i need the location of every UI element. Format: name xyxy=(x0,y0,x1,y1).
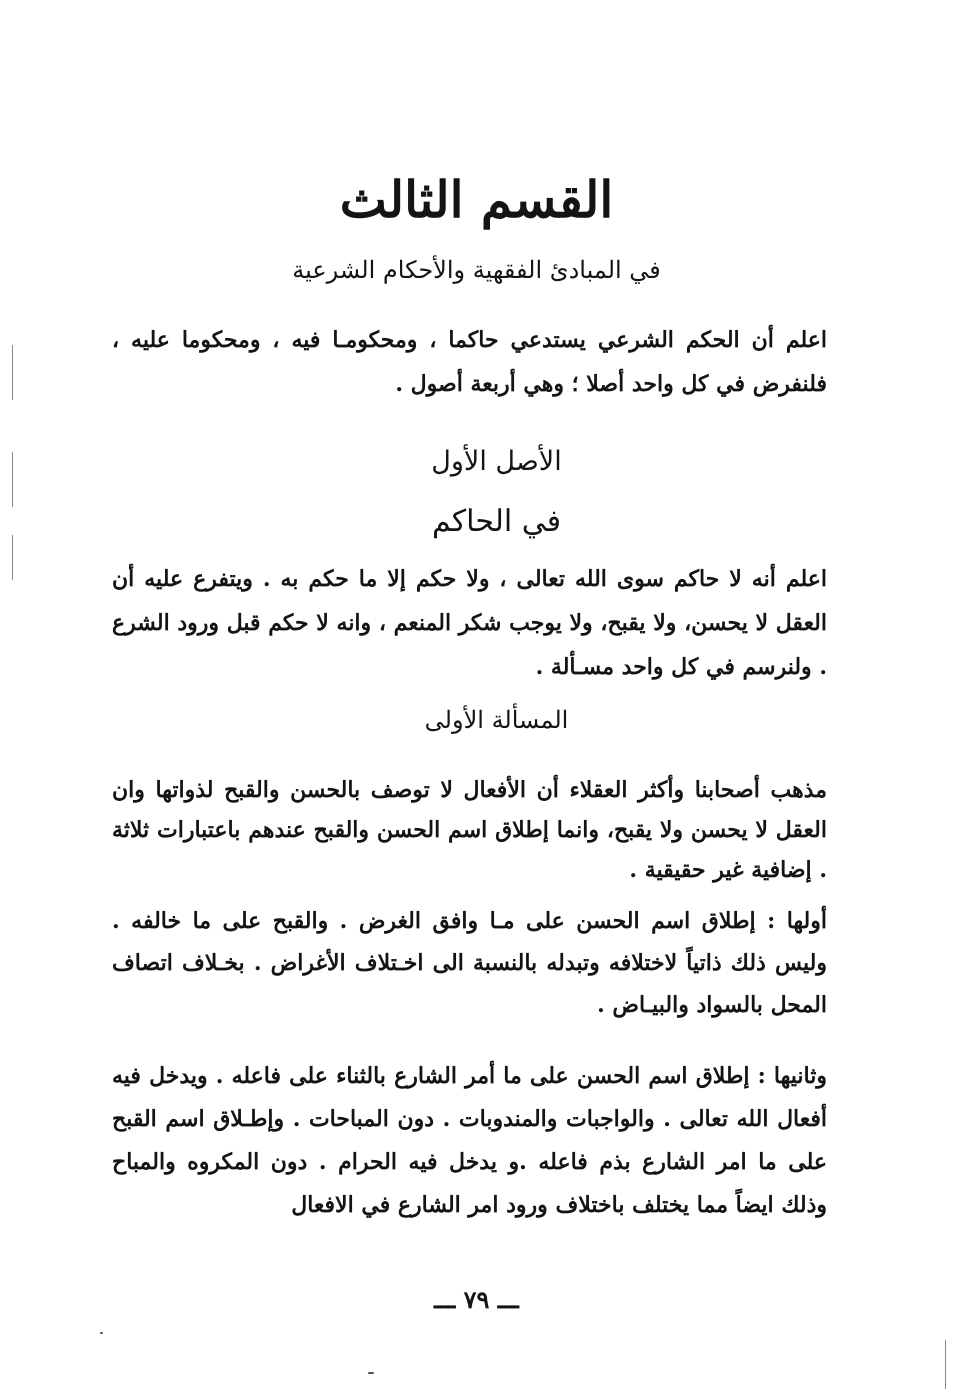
scan-speck xyxy=(368,1372,374,1374)
page-number: ـــ ٧٩ ـــ xyxy=(434,1285,519,1314)
scan-edge-mark xyxy=(12,535,13,580)
scan-edge-mark xyxy=(12,345,13,400)
scan-edge-mark xyxy=(945,1340,946,1389)
principle-heading: الأصل الأول xyxy=(431,446,562,477)
principle-paragraph: اعلم أنه لا حاكم سوى الله تعالى ، ولا حكم إلا ما حكم به . ويتفرع عليه أن العقل لا يحسن، ولا يقبح، ولا يوجب شكر المنعم ، وانه لا حكم قبل ورود الشرع . ولنرسم في كل واحد مسـألة . xyxy=(112,566,827,680)
scan-speck xyxy=(100,1332,103,1334)
section-subtitle: في المبادئ الفقهية والأحكام الشرعية xyxy=(292,256,661,284)
second-meaning-paragraph: وثانيها : إطلاق اسم الحسن على ما أمر الشارع بالثناء على فاعله . ويدخل فيه أفعال الله تعالى . والواجبات والمندوبات . دون المباحات . وإطـلاق اسم القبح على ما امر الشارع بذم فاعله .و يدخل فيه الحرام . دون المكروه والمباح وذلك ايضاً مما يختلف باختلاف ورود امر الشارع في الافعال xyxy=(112,1063,827,1218)
principle-subheading: في الحاكم xyxy=(431,504,562,539)
question-heading: المسألة الأولى xyxy=(424,706,569,734)
intro-paragraph: اعلم أن الحكم الشرعي يستدعي حاكما ، ومحكومـا فيه ، ومحكوما عليه ، فلنفرض في كل واحد أصلا ؛ وهي أربعة أصول . xyxy=(112,327,827,397)
section-title: القسم الثالث xyxy=(339,170,614,229)
question-paragraph: مذهب أصحابنا وأكثر العقلاء أن الأفعال لا توصف بالحسن والقبح لذواتها وان العقل لا يحسن ولا يقبح، وانما إطلاق اسم الحسن والقبح عندهم باعتبارات ثلاثة . إضافية غير حقيقية . xyxy=(112,777,827,883)
first-meaning-paragraph: أولها : إطلاق اسم الحسن على مـا وافق الغرض . والقبح على ما خالفه . وليس ذلك ذاتياً لاختلافه وتبدله بالنسبة الى اخـتلاف الأغراض . بخـلاف اتصاف المحل بالسواد والبيـاض . xyxy=(112,908,827,1018)
scan-edge-mark xyxy=(12,452,13,507)
